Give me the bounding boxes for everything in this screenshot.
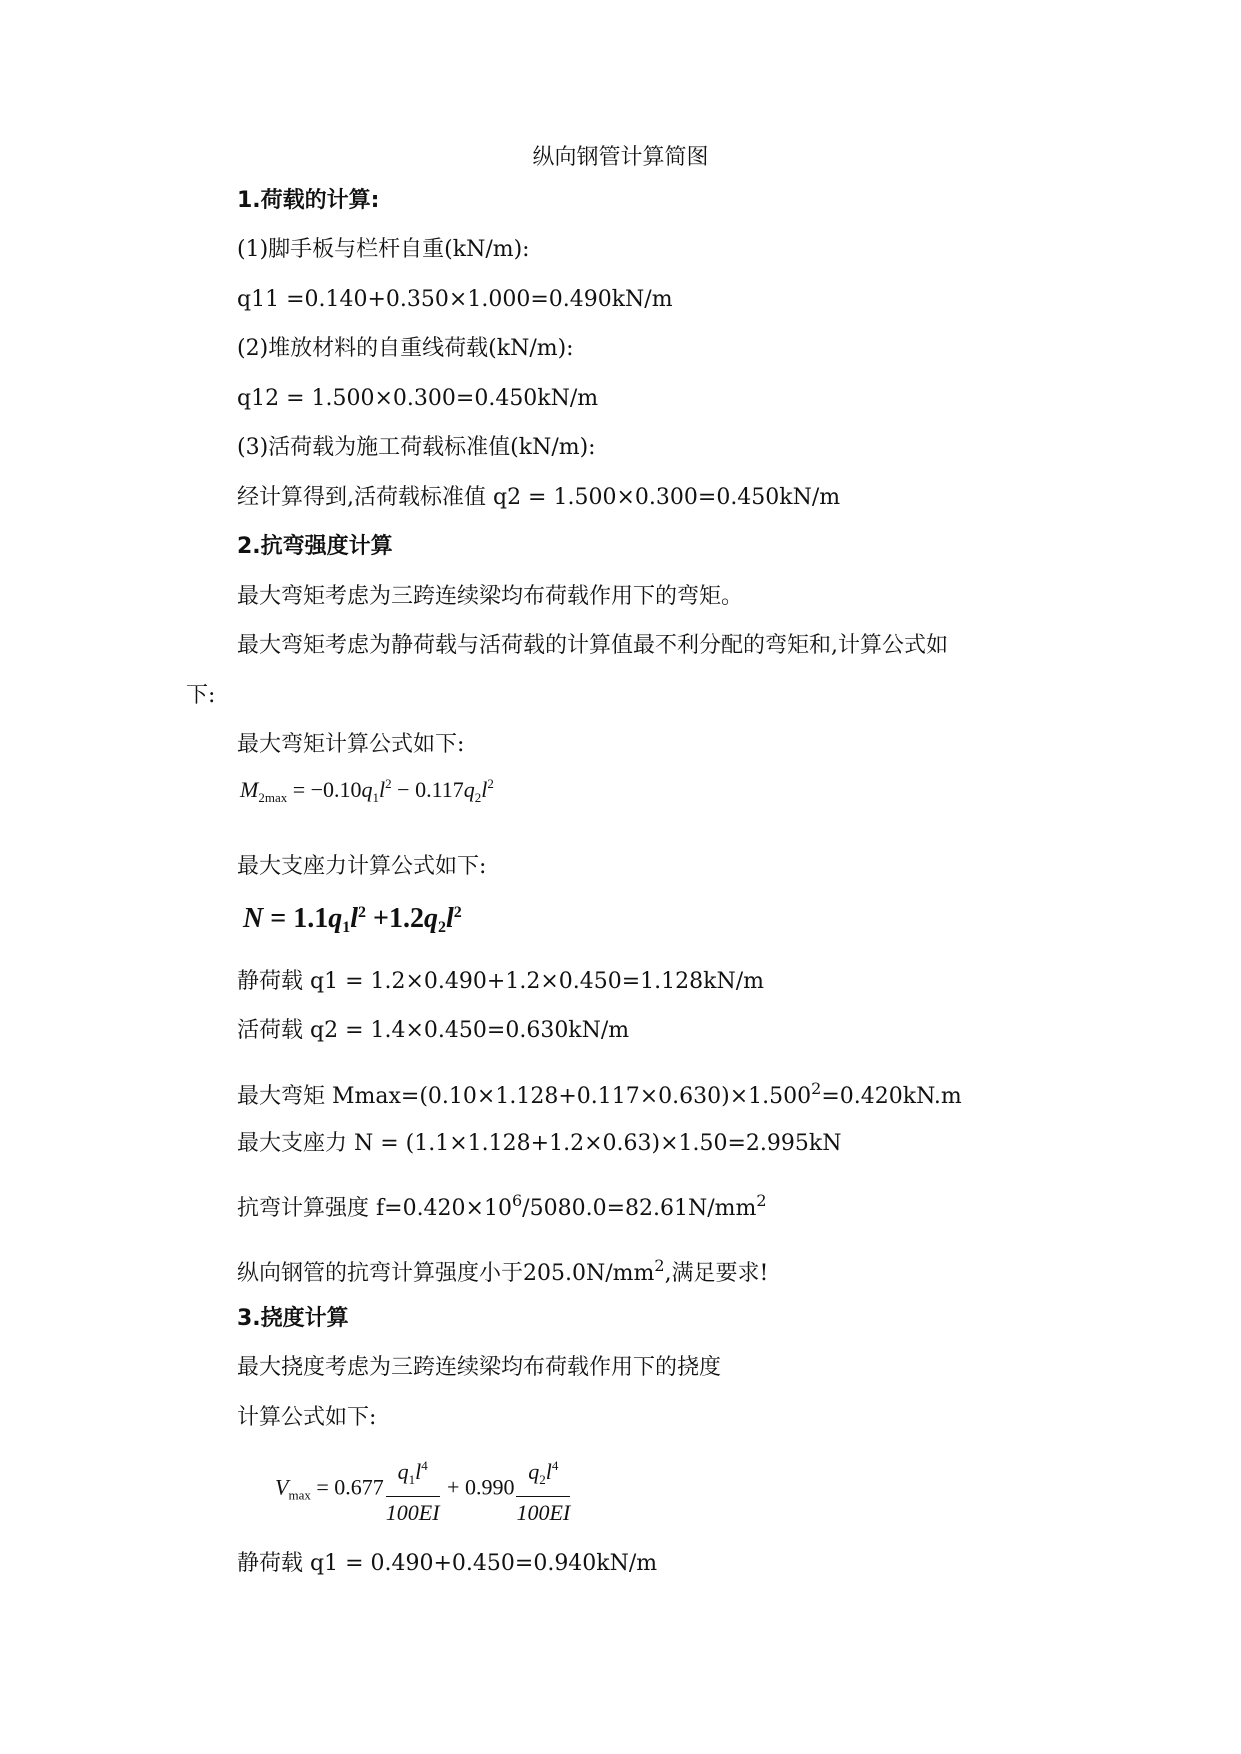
- section1-item1: (1)脚手板与栏杆自重(kN/m):: [237, 237, 530, 262]
- formula-n-sub1: 1: [342, 919, 351, 936]
- strength-check-line: [237, 1251, 768, 1289]
- formula-m-q1: q: [361, 777, 373, 802]
- f-sup: 6: [511, 1191, 523, 1210]
- page-title: 纵向钢管计算简图: [532, 145, 709, 170]
- check-pre: 纵向钢管的抗弯计算强度小于205.0N/mm: [237, 1261, 655, 1286]
- f-pre: 抗弯计算强度 f=0.420×10: [237, 1196, 512, 1221]
- frac2-l: l: [545, 1459, 552, 1484]
- check-post: ,满足要求!: [664, 1261, 769, 1286]
- formula-n-eq: = 1.1: [263, 903, 329, 934]
- section2-heading: 2.抗弯强度计算: [237, 534, 393, 559]
- formula-m-q2-sub: 2: [474, 790, 482, 805]
- frac1-q-sub: 1: [408, 1472, 416, 1487]
- formula-m-q1-sub: 1: [372, 790, 380, 805]
- formula-n-exp1: 2: [357, 904, 366, 921]
- mmax-pre: 最大弯矩 Mmax=(0.10×1.128+0.117×0.630)×1.500: [237, 1084, 812, 1109]
- support-force-line: 最大支座力 N = (1.1×1.128+1.2×0.63)×1.50=2.995kN: [237, 1131, 842, 1156]
- q11-line: q11 =0.140+0.350×1.000=0.490kN/m: [237, 287, 673, 312]
- fraction-2-numerator: [516, 1452, 570, 1497]
- frac1-l: l: [415, 1459, 422, 1484]
- section2-para2a: 最大弯矩考虑为静荷载与活荷载的计算值最不利分配的弯矩和,计算公式如: [237, 633, 948, 658]
- formula-n-l1: l: [350, 903, 358, 934]
- section1-item3: (3)活荷载为施工荷载标准值(kN/m):: [237, 435, 596, 460]
- f-mid: /5080.0=82.61N/mm: [522, 1196, 757, 1221]
- support-force-formula: [243, 903, 462, 937]
- fraction-1-denominator: 100EI: [385, 1500, 440, 1525]
- formula-m-exp1: 2: [385, 776, 392, 791]
- fraction-2: [516, 1452, 570, 1527]
- frac2-q-sub: 2: [539, 1472, 546, 1487]
- formula-v-eq2: + 0.990: [441, 1474, 515, 1500]
- formula-n-plus: +1.2: [365, 903, 424, 934]
- formula-m-lhs-sub: 2max: [258, 790, 288, 805]
- frac2-exp: 4: [551, 1458, 559, 1473]
- formula-n-sub2: 2: [437, 919, 446, 936]
- mmax-sup: 2: [811, 1079, 822, 1098]
- deflection-formula: [275, 1452, 572, 1527]
- formula-m-l1: l: [379, 777, 386, 802]
- formula-v-lhs: V: [275, 1474, 289, 1500]
- section1-item2: (2)堆放材料的自重线荷载(kN/m):: [237, 336, 574, 361]
- frac1-q: q: [397, 1459, 409, 1484]
- formula-m-q2: q: [463, 777, 475, 802]
- section3-static-load-line: 静荷载 q1 = 0.490+0.450=0.940kN/m: [237, 1551, 658, 1576]
- static-load-line: 静荷载 q1 = 1.2×0.490+1.2×0.450=1.128kN/m: [237, 969, 765, 994]
- formula-n-q1: q: [328, 903, 343, 934]
- frac1-exp: 4: [421, 1458, 428, 1473]
- fraction-1: [386, 1452, 440, 1527]
- formula-m-exp2: 2: [487, 776, 494, 791]
- mmax-line: [237, 1074, 962, 1112]
- section2-para1: 最大弯矩考虑为三跨连续梁均布荷载作用下的弯矩。: [237, 584, 744, 609]
- f-sup2: 2: [756, 1191, 767, 1210]
- fraction-2-denominator: 100EI: [516, 1500, 571, 1525]
- formula-n-lhs: N: [243, 903, 264, 934]
- live-load-line: 活荷载 q2 = 1.4×0.450=0.630kN/m: [237, 1018, 630, 1043]
- bending-strength-line: [237, 1186, 767, 1224]
- formula-v-eq1: = 0.677: [310, 1474, 384, 1500]
- formula-m-rhs1: = −0.10: [287, 777, 362, 802]
- formula-n-l2: l: [445, 903, 454, 934]
- section2-para2b: 下:: [186, 683, 216, 708]
- frac2-q: q: [528, 1459, 540, 1484]
- formula-m-l2: l: [481, 777, 488, 802]
- q2-line: 经计算得到,活荷载标准值 q2 = 1.500×0.300=0.450kN/m: [237, 485, 841, 510]
- mmax-post: =0.420kN.m: [821, 1084, 962, 1109]
- formula-n-exp2: 2: [453, 904, 462, 921]
- fraction-1-numerator: [386, 1452, 440, 1497]
- formula-v-lhs-sub: max: [288, 1487, 311, 1503]
- section3-heading: 3.挠度计算: [237, 1306, 349, 1331]
- formula-n-q2: q: [423, 903, 438, 934]
- section2-para4: 最大支座力计算公式如下:: [237, 854, 487, 879]
- q12-line: q12 = 1.500×0.300=0.450kN/m: [237, 386, 599, 411]
- section1-heading: 1.荷载的计算:: [237, 188, 380, 213]
- section3-para1: 最大挠度考虑为三跨连续梁均布荷载作用下的挠度: [237, 1355, 722, 1380]
- section3-para2: 计算公式如下:: [237, 1405, 377, 1430]
- formula-m-lhs: M: [240, 777, 259, 802]
- formula-m-minus: − 0.117: [391, 777, 464, 802]
- moment-formula: [240, 776, 494, 806]
- check-sup: 2: [654, 1256, 665, 1275]
- section2-para3: 最大弯矩计算公式如下:: [237, 732, 465, 757]
